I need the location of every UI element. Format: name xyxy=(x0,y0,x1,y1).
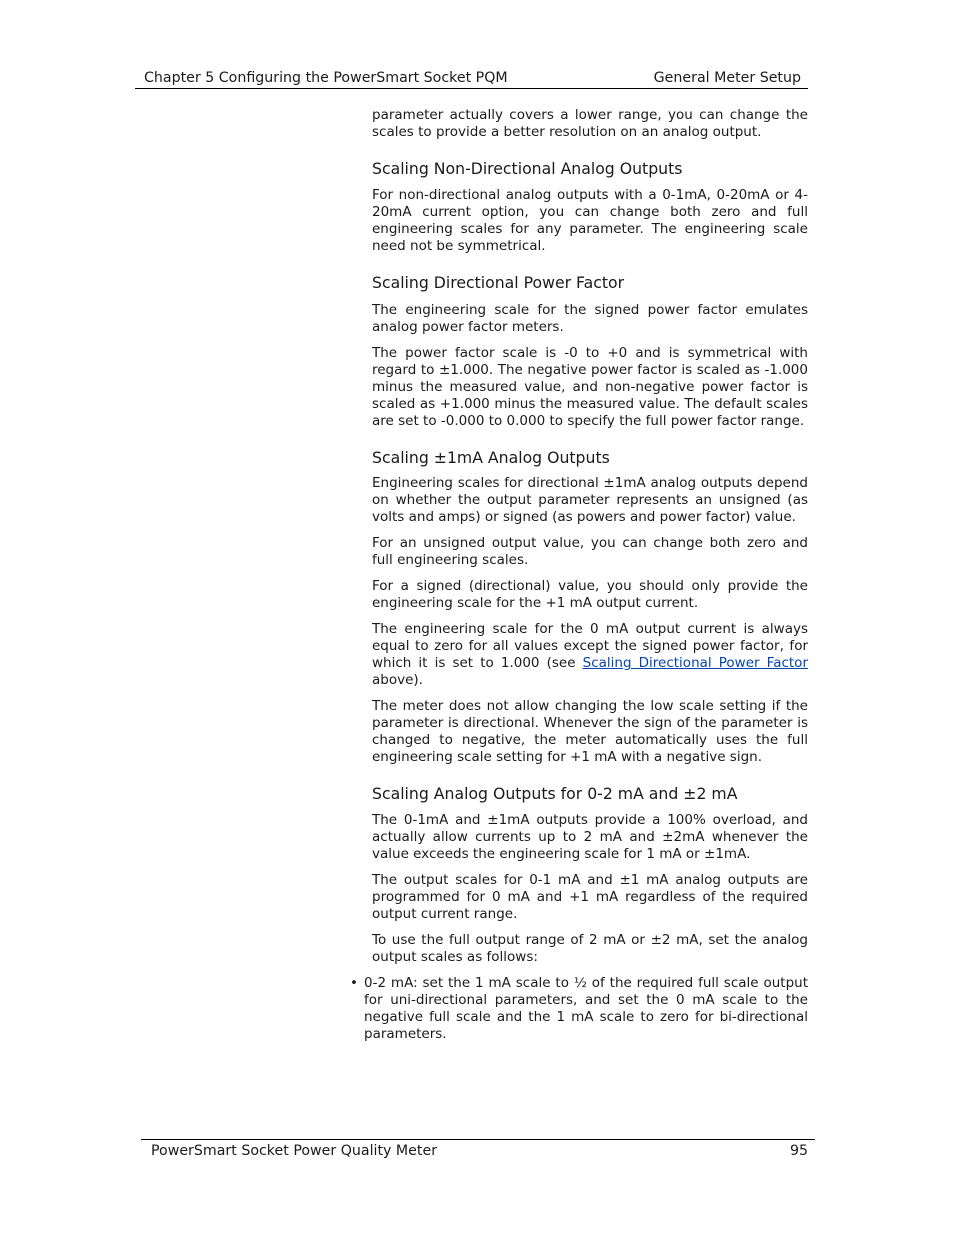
power-factor-paragraph-1: The engineering scale for the signed power factor emulates analog power factor meters. xyxy=(372,302,808,335)
page-footer xyxy=(141,1139,815,1159)
1ma-paragraph-4 xyxy=(372,621,808,689)
footer-product-name: PowerSmart Socket Power Quality Meter xyxy=(151,1143,438,1159)
page-header xyxy=(135,69,808,89)
bullet-item-text: 0-2 mA: set the 1 mA scale to ½ of the required full scale output for uni-directional parameters, and set the 0 mA scale to the negative full scale and the 1 mA scale to zero for bi-directional parameters. xyxy=(364,975,808,1042)
1ma-paragraph-1: Engineering scales for directional ±1mA analog outputs depend on whether the output parameter represents an unsigned (as volts and amps) or signed (as powers and power factor) value. xyxy=(372,475,808,525)
link-scaling-directional-power-factor[interactable]: Scaling Directional Power Factor xyxy=(582,655,808,671)
2ma-paragraph-3: To use the full output range of 2 mA or ±2 mA, set the analog output scales as follows: xyxy=(372,932,808,965)
1ma-paragraph-4-text-before: The engineering scale for the 0 mA output current is always equal to zero for all values except the signed power factor, for which it is set to 1.000 (see xyxy=(372,621,808,671)
nondirectional-paragraph: For non-directional analog outputs with a 0-1mA, 0-20mA or 4-20mA current option, you can change both zero and full engineering scales for any parameter. The engineering scale need not be symmetrical. xyxy=(372,187,808,254)
heading-1ma-outputs: Scaling ±1mA Analog Outputs xyxy=(372,448,610,467)
intro-paragraph: parameter actually covers a lower range, you can change the scales to provide a better resolution on an analog output. xyxy=(372,107,808,140)
page-number: 95 xyxy=(789,1143,808,1159)
2ma-paragraph-1: The 0-1mA and ±1mA outputs provide a 100% overload, and actually allow currents up to 2 mA and ±2mA whenever the value exceeds the engineering scale for 1 mA or ±1mA. xyxy=(372,812,808,862)
2ma-paragraph-2: The output scales for 0-1 mA and ±1 mA analog outputs are programmed for 0 mA and +1 mA regardless of the required output current range. xyxy=(372,872,808,922)
header-section-title: General Meter Setup xyxy=(653,70,801,86)
heading-2ma-outputs: Scaling Analog Outputs for 0-2 mA and ±2 mA xyxy=(372,784,738,803)
1ma-paragraph-3: For a signed (directional) value, you should only provide the engineering scale for the +1 mA output current. xyxy=(372,578,808,611)
bullet-item xyxy=(350,975,808,1043)
1ma-paragraph-5: The meter does not allow changing the low scale setting if the parameter is directional. Whenever the sign of the parameter is changed to negative, the meter automatically uses the full engineering scale setting for +1 mA with a negative sign. xyxy=(372,698,808,765)
heading-nondirectional-outputs: Scaling Non-Directional Analog Outputs xyxy=(372,159,683,178)
page-content xyxy=(350,107,808,1043)
heading-directional-power-factor: Scaling Directional Power Factor xyxy=(372,273,625,292)
1ma-paragraph-2: For an unsigned output value, you can change both zero and full engineering scales. xyxy=(372,535,808,568)
scale-bullet-list xyxy=(350,975,808,1043)
power-factor-paragraph-2: The power factor scale is -0 to +0 and is symmetrical with regard to ±1.000. The negative power factor is scaled as -1.000 minus the measured value, and non-negative power factor is scaled as +1.000 minus the measured value. The default scales are set to -0.000 to 0.000 to specify the full power factor range. xyxy=(372,345,808,429)
bullet-dot-icon: • xyxy=(350,975,358,991)
1ma-paragraph-4-text-after: above). xyxy=(372,672,423,688)
header-chapter-title: Chapter 5 Configuring the PowerSmart Socket PQM xyxy=(144,70,508,86)
